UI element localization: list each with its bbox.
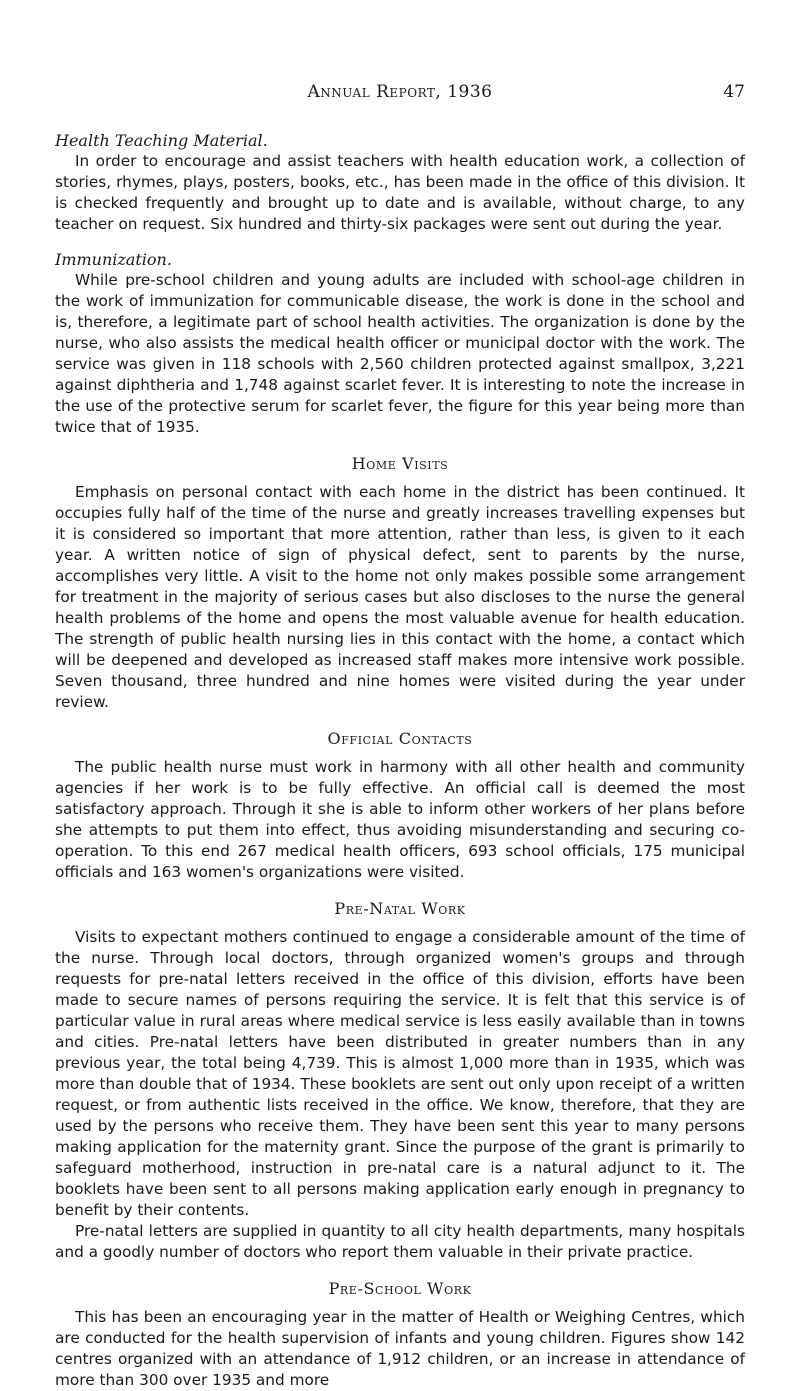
section-health-teaching [55, 130, 745, 235]
section-heading-pre-natal: Pre-Natal Work [334, 899, 466, 918]
report-title: Annual Report, 1936 [307, 82, 493, 102]
section-heading-health-teaching: Health Teaching Material. [55, 131, 268, 150]
page-body [55, 130, 745, 1391]
paragraph-home-visits: Emphasis on personal contact with each home in the district has been continued. It occupies fully half of the time of the nurse and greatly increases travelling expenses but it is considered so important that more attention, rather than less, is given to it each year. A written notice of sign of physical defect, sent to parents by the nurse, accomplishes very little. A visit to the home not only makes possible some arrangement for treatment in the majority of serious cases but also discloses to the nurse the general health problems of the home and opens the most valuable avenue for health education. The strength of public health nursing lies in this contact with the home, a contact which will be deepened and developed as increased staff makes more intensive work possible. Seven thousand, three hundred and nine homes were visited during the year under review. [55, 483, 745, 711]
page-number: 47 [723, 82, 745, 102]
paragraph-pre-natal-2: Pre-natal letters are supplied in quantity to all city health departments, many hospitals and a goodly number of doctors who report them valuable in their private practice. [55, 1222, 745, 1261]
section-heading-official-contacts: Official Contacts [327, 729, 473, 748]
paragraph-immunization: While pre-school children and young adults are included with school-age children in the work of immunization for communicable disease, the work is done in the school and is, therefore, a legitimate part of school health activities. The organization is done by the nurse, who also assists the medical health officer or municipal doctor with the work. The service was given in 118 schools with 2,560 children protected against smallpox, 3,221 against diphtheria and 1,748 against scarlet fever. It is interesting to note the increase in the use of the protective serum for scarlet fever, the figure for this year being more than twice that of 1935. [55, 271, 745, 436]
section-heading-immunization: Immunization. [55, 250, 172, 269]
paragraph-pre-natal-1: Visits to expectant mothers continued to engage a considerable amount of the time of the nurse. Through local doctors, through organized women's groups and through requests for pre-natal letters received in the office of this division, efforts have been made to secure names of persons requiring the service. It is felt that this service is of particular value in rural areas where medical service is less easily available than in towns and cities. Pre-natal letters have been distributed in greater numbers than in any previous year, the total being 4,739. This is almost 1,000 more than in 1935, which was more than double that of 1934. These booklets are sent out only upon receipt of a written request, or from authentic lists received in the office. We know, therefore, that they are used by the persons who receive them. They have been sent this year to many persons making application for the maternity grant. Since the purpose of the grant is primarily to safeguard motherhood, instruction in pre-natal care is a natural adjunct to it. The booklets have been sent to all persons making application early enough in pregnancy to benefit by their contents. [55, 928, 745, 1219]
section-home-visits [55, 454, 745, 713]
paragraph-health-teaching: In order to encourage and assist teachers with health education work, a collection of stories, rhymes, plays, posters, books, etc., has been made in the office of this division. It is checked frequently and brought up to date and is available, without charge, to any teacher on request. Six hundred and thirty-six packages were sent out during the year. [55, 152, 745, 233]
paragraph-official-contacts: The public health nurse must work in harmony with all other health and community agencies if her work is to be fully effective. An official call is deemed the most satisfactory approach. Through it she is able to inform other workers of her plans before she attempts to put them into effect, thus avoiding misunderstanding and securing co-operation. To this end 267 medical health officers, 693 school officials, 175 municipal officials and 163 women's organizations were visited. [55, 758, 745, 881]
section-immunization [55, 249, 745, 438]
section-pre-school [55, 1279, 745, 1391]
section-heading-pre-school: Pre-School Work [328, 1279, 472, 1298]
section-pre-natal [55, 899, 745, 1263]
running-header [55, 78, 745, 104]
section-official-contacts [55, 729, 745, 883]
section-heading-home-visits: Home Visits [351, 454, 449, 473]
paragraph-pre-school: This has been an encouraging year in the matter of Health or Weighing Centres, which are conducted for the health supervision of infants and young children. Figures show 142 centres organized with an attendance of 1,912 children, or an increase in attendance of more than 300 over 1935 and more [55, 1308, 745, 1389]
